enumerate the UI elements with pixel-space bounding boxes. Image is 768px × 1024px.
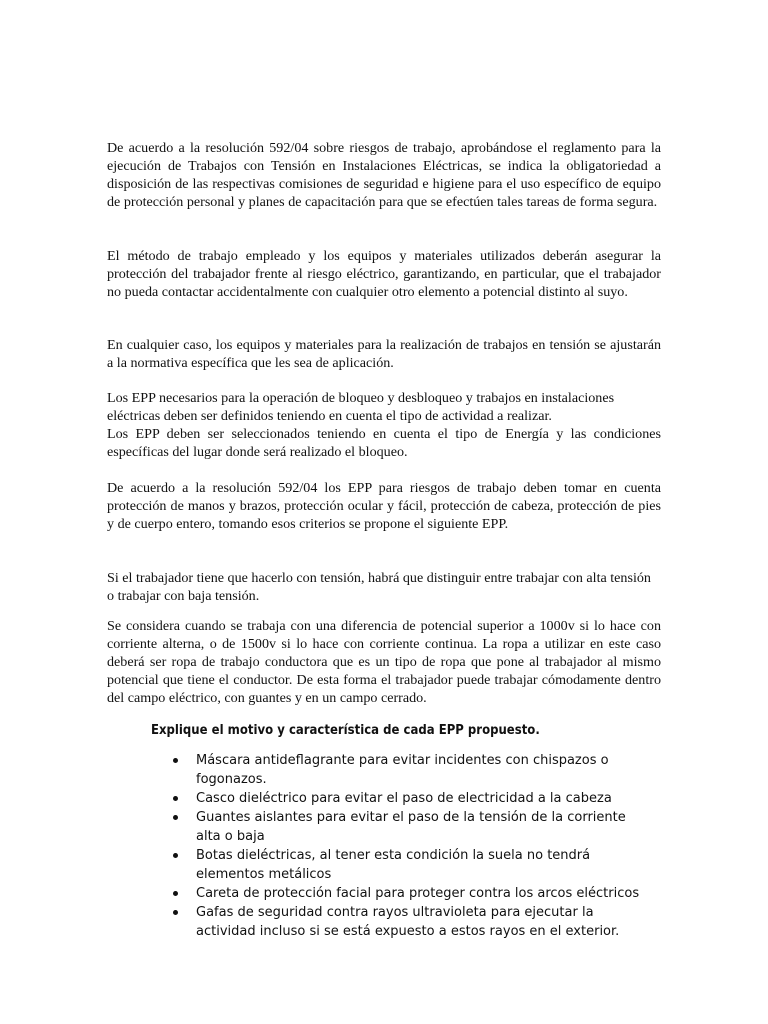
list-item-text: Gafas de seguridad contra rayos ultravioleta para ejecutar la actividad incluso si se está expuesto a estos rayos en el exterior. — [196, 905, 620, 939]
list-item-text: Botas dieléctricas, al tener esta condición la suela no tendrá elementos metálicos — [196, 848, 591, 882]
list-item — [172, 808, 652, 846]
bullet-icon — [173, 853, 178, 858]
section-heading: Explique el motivo y característica de cada EPP propuesto. — [151, 723, 540, 738]
paragraph-normativa: En cualquier caso, los equipos y materiales para la realización de trabajos en tensión se ajustarán a la normativa específica que les sea de aplicación. — [107, 337, 661, 371]
bullet-icon — [173, 891, 178, 896]
list-item-text: Casco dieléctrico para evitar el paso de electricidad a la cabeza — [196, 791, 612, 806]
bullet-icon — [173, 815, 178, 820]
epp-list — [172, 751, 652, 941]
list-item — [172, 884, 652, 903]
list-item — [172, 903, 652, 941]
paragraph-epp-seleccion: Los EPP deben ser seleccionados teniendo en cuenta el tipo de Energía y las condiciones específicas del lugar donde será realizado el bloqueo. — [107, 426, 661, 460]
list-item — [172, 846, 652, 884]
bullet-icon — [173, 910, 178, 915]
list-item-text: Careta de protección facial para proteger contra los arcos eléctricos — [196, 886, 640, 901]
bullet-icon — [173, 796, 178, 801]
bullet-icon — [173, 758, 178, 763]
list-item-text: Máscara antideflagrante para evitar incidentes con chispazos o fogonazos. — [196, 753, 609, 787]
list-item — [172, 751, 652, 789]
paragraph-alta-tension: Se considera cuando se trabaja con una diferencia de potencial superior a 1000v si lo hace con corriente alterna, o de 1500v si lo hace con corriente continua. La ropa a utilizar en este caso deberá ser ropa de trabajo conductora que es un tipo de ropa que pone al trabajador al mismo potencial que tiene el conductor. De esta forma el trabajador puede trabajar cómodamente dentro del campo eléctrico, con guantes y en un campo cerrado. — [107, 618, 661, 706]
paragraph-metodo-trabajo: El método de trabajo empleado y los equipos y materiales utilizados deberán asegurar la protección del trabajador frente al riesgo eléctrico, garantizando, en particular, que el trabajador no pueda contactar accidentalmente con cualquier otro elemento a potencial distinto al suyo. — [107, 248, 661, 300]
paragraph-epp-resolucion: De acuerdo a la resolución 592/04 los EPP para riesgos de trabajo deben tomar en cuenta protección de manos y brazos, protección ocular y fácil, protección de cabeza, protección de pies y de cuerpo entero, tomando esos criterios se propone el siguiente EPP. — [107, 480, 661, 532]
paragraph-resolucion: De acuerdo a la resolución 592/04 sobre riesgos de trabajo, aprobándose el reglamento para la ejecución de Trabajos con Tensión en Instalaciones Eléctricas, se indica la obligatoriedad a disposición de las respectivas comisiones de seguridad e higiene para el uso específico de equipo de protección personal y planes de capacitación para que se efectúen tales tareas de forma segura. — [107, 140, 661, 210]
list-item — [172, 789, 652, 808]
paragraph-epp-bloqueo: Los EPP necesarios para la operación de bloqueo y desbloqueo y trabajos en instalaciones eléctricas deben ser definidos teniendo en cuenta el tipo de actividad a realizar. — [107, 390, 615, 424]
paragraph-tension: Si el trabajador tiene que hacerlo con tensión, habrá que distinguir entre trabajar con alta tensión o trabajar con baja tensión. — [107, 570, 651, 604]
list-item-text: Guantes aislantes para evitar el paso de la tensión de la corriente alta o baja — [196, 810, 626, 844]
